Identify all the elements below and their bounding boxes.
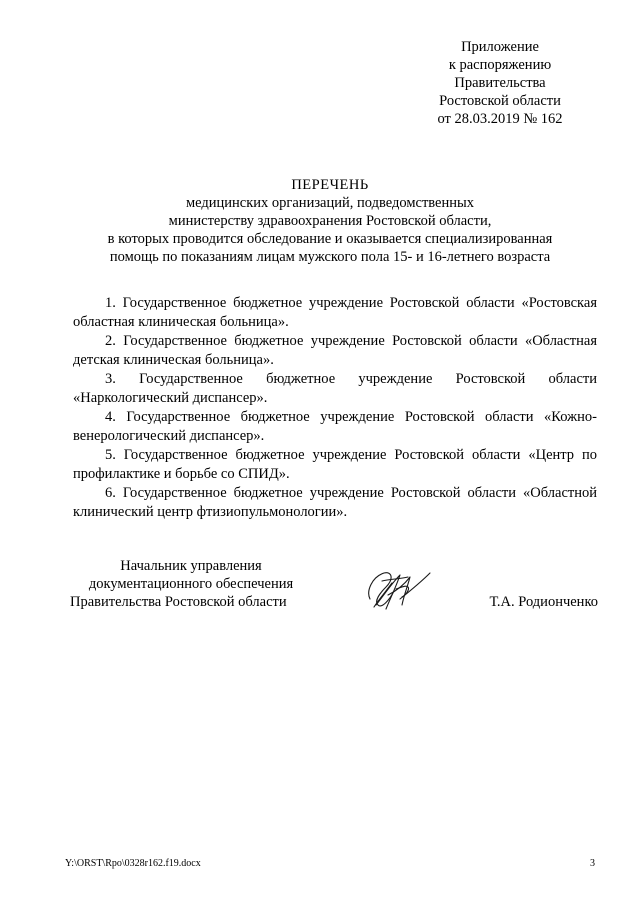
appendix-block <box>400 38 600 128</box>
list-item: 4. Государственное бюджетное учреждение Ростовской области «Кожно-венерологический диспансер». <box>73 409 597 444</box>
list-item: 6. Государственное бюджетное учреждение Ростовской области «Областной клинический центр фтизиопульмонологии». <box>73 485 597 520</box>
heading-line: в которых проводится обследование и оказывается специализированная <box>107 231 553 247</box>
list-item: 5. Государственное бюджетное учреждение Ростовской области «Центр по профилактике и борьбе со СПИД». <box>73 447 597 482</box>
document-title: ПЕРЕЧЕНЬ <box>291 177 369 193</box>
footer-file-path: Y:\ORST\Rpo\0328r162.f19.docx <box>65 858 201 869</box>
position-line: Начальник управления <box>120 558 262 574</box>
appendix-line: Ростовской области <box>439 93 561 109</box>
signature-block <box>66 557 600 627</box>
list-item: 2. Государственное бюджетное учреждение Ростовской области «Областная детская клиническая больница». <box>73 333 597 368</box>
handwritten-signature <box>356 565 436 615</box>
appendix-line: Правительства <box>454 75 546 91</box>
document-heading <box>60 176 600 266</box>
list-item: 3. Государственное бюджетное учреждение Ростовской области «Наркологический диспансер». <box>73 371 597 406</box>
position-line: Правительства Ростовской области <box>70 594 287 610</box>
heading-line: министерству здравоохранения Ростовской области, <box>168 213 492 229</box>
footer-page-number: 3 <box>590 858 595 869</box>
heading-line: медицинских организаций, подведомственных <box>185 195 475 211</box>
list-item: 1. Государственное бюджетное учреждение Ростовской области «Ростовская областная клиническая больница». <box>73 295 597 330</box>
heading-line: помощь по показаниям лицам мужского пола 15- и 16-летнего возраста <box>109 249 551 265</box>
position-line: документационного обеспечения <box>88 576 294 592</box>
appendix-line: Приложение <box>461 39 539 55</box>
appendix-line: к распоряжению <box>448 57 552 73</box>
appendix-line: от 28.03.2019 № 162 <box>437 111 563 127</box>
organization-list <box>73 294 597 522</box>
signatory-position <box>66 557 316 611</box>
signatory-name: Т.А. Родионченко <box>489 594 598 610</box>
